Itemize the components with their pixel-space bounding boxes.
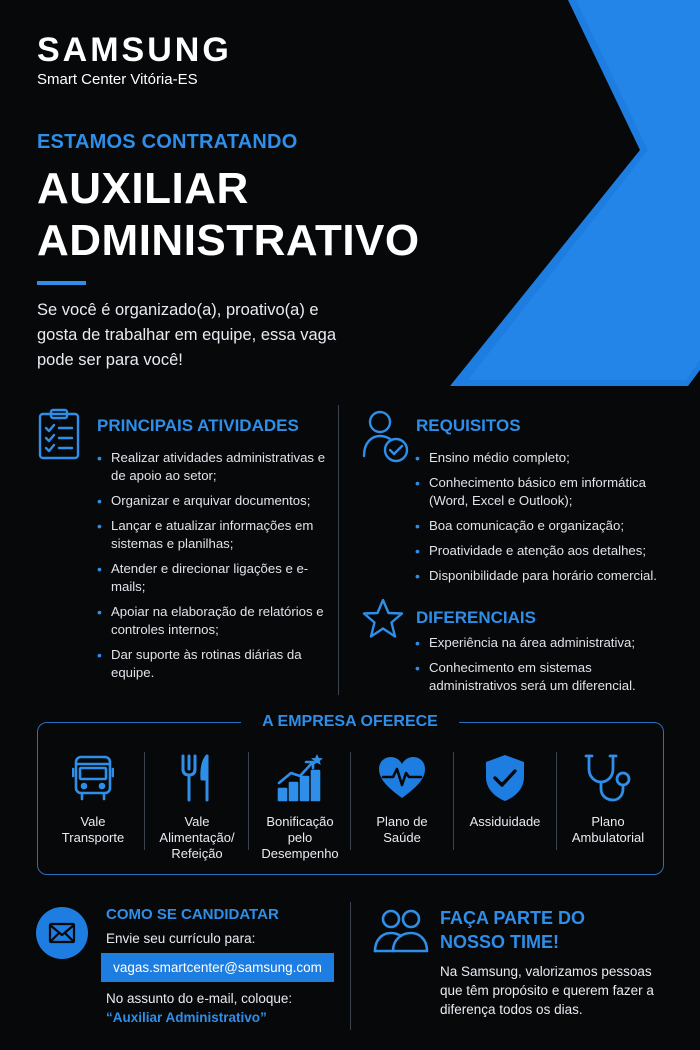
brand-header bbox=[37, 32, 232, 88]
bottom-divider bbox=[350, 902, 351, 1030]
benefit-item bbox=[453, 750, 557, 830]
benefit-item bbox=[145, 750, 249, 862]
list-item: • Atender e direcionar ligações e e-mails; bbox=[97, 560, 329, 596]
benefit-label: Bonificação pelo Desempenho bbox=[261, 814, 339, 861]
list-item: • Conhecimento básico em informática (Word, Excel e Outlook); bbox=[415, 474, 665, 510]
team-title bbox=[440, 906, 585, 954]
benefit-label: Assiduidade bbox=[469, 814, 541, 829]
team-title-line1: FAÇA PARTE DO bbox=[440, 908, 586, 928]
stethoscope-icon bbox=[583, 753, 633, 803]
list-item: • Lançar e atualizar informações em sistemas e planilhas; bbox=[97, 517, 329, 553]
apply-subject-value: “Auxiliar Administrativo” bbox=[106, 1010, 267, 1025]
column-divider bbox=[338, 405, 339, 695]
title-underline bbox=[37, 281, 86, 285]
heart-pulse-icon bbox=[377, 755, 427, 801]
benefit-item bbox=[248, 750, 352, 862]
growth-chart-icon bbox=[276, 753, 324, 803]
benefit-item bbox=[556, 750, 660, 846]
apply-icon-circle bbox=[36, 907, 88, 959]
list-item: • Organizar e arquivar documentos; bbox=[97, 492, 329, 510]
benefit-label: Plano Ambulatorial bbox=[571, 814, 645, 845]
benefit-label: Plano de Saúde bbox=[376, 814, 428, 845]
intro-text: Se você é organizado(a), proativo(a) e gosta de trabalhar em equipe, essa vaga pode ser para você! bbox=[37, 301, 337, 369]
benefits-title: A EMPRESA OFERECE bbox=[241, 713, 459, 731]
team-people-icon bbox=[371, 908, 429, 954]
list-item: • Conhecimento em sistemas administrativos será um diferencial. bbox=[415, 659, 650, 695]
list-item: • Apoiar na elaboração de relatórios e controles internos; bbox=[97, 603, 329, 639]
differentials-list bbox=[415, 634, 650, 702]
activities-list bbox=[97, 449, 329, 689]
team-text: Na Samsung, valorizamos pessoas que têm propósito e querem fazer a diferença todos os dias. bbox=[440, 964, 654, 1017]
requirements-title: REQUISITOS bbox=[416, 416, 521, 435]
team-title-line2: NOSSO TIME! bbox=[440, 932, 560, 952]
benefit-item bbox=[350, 750, 454, 846]
clipboard-checklist-icon bbox=[37, 407, 81, 461]
envelope-icon bbox=[48, 922, 76, 944]
apply-subject-text: No assunto do e-mail, coloque: bbox=[106, 991, 293, 1006]
job-title-line1: AUXILIAR bbox=[37, 164, 249, 213]
user-check-icon bbox=[362, 408, 410, 464]
bus-icon bbox=[72, 754, 114, 802]
email-address[interactable]: vagas.smartcenter@samsung.com bbox=[101, 953, 334, 982]
star-icon bbox=[361, 598, 405, 640]
benefit-item bbox=[41, 750, 145, 846]
brand-logo: SAMSUNG bbox=[37, 31, 232, 69]
fork-knife-icon bbox=[179, 753, 215, 803]
apply-title: COMO SE CANDIDATAR bbox=[106, 906, 279, 923]
job-title-line2: ADMINISTRATIVO bbox=[37, 216, 420, 265]
apply-send-text: Envie seu currículo para: bbox=[106, 931, 256, 946]
hiring-label: ESTAMOS CONTRATANDO bbox=[37, 131, 298, 153]
list-item: • Realizar atividades administrativas e de apoio ao setor; bbox=[97, 449, 329, 485]
benefit-label: Vale Alimentação/ Refeição bbox=[159, 814, 235, 861]
job-title bbox=[37, 163, 420, 267]
list-item: • Boa comunicação e organização; bbox=[415, 517, 665, 535]
list-item: • Experiência na área administrativa; bbox=[415, 634, 650, 652]
requirements-list bbox=[415, 449, 665, 592]
shield-check-icon bbox=[483, 753, 527, 803]
brand-subtitle: Smart Center Vitória-ES bbox=[37, 71, 198, 88]
differentials-title: DIFERENCIAIS bbox=[416, 608, 536, 627]
benefit-label: Vale Transporte bbox=[61, 814, 125, 845]
list-item: • Ensino médio completo; bbox=[415, 449, 665, 467]
list-item: • Dar suporte às rotinas diárias da equipe. bbox=[97, 646, 329, 682]
activities-title: PRINCIPAIS ATIVIDADES bbox=[97, 416, 299, 435]
list-item: • Proatividade e atenção aos detalhes; bbox=[415, 542, 665, 560]
list-item: • Disponibilidade para horário comercial. bbox=[415, 567, 665, 585]
